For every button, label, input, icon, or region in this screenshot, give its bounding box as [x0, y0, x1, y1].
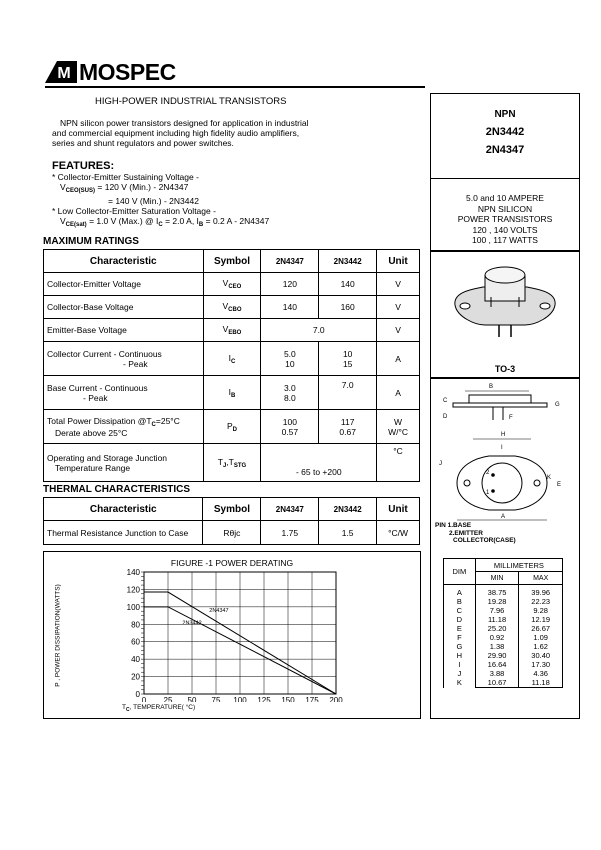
cell-unit: V: [377, 273, 420, 296]
dimension-box: [430, 377, 580, 719]
feature-item: * Collector-Emitter Sustaining Voltage -: [52, 172, 199, 182]
svg-text:B: B: [489, 384, 494, 390]
table-row: [44, 296, 420, 319]
pin-legend: [435, 522, 516, 545]
x-tick-label: 75: [211, 696, 221, 702]
svg-text:D: D: [443, 414, 448, 420]
y-tick-label: 40: [131, 655, 140, 665]
cell-unit: V: [377, 296, 420, 319]
table-header-row: [444, 559, 563, 572]
desc-line: POWER TRANSISTORS: [457, 214, 553, 224]
y-tick-label: 140: [126, 568, 140, 577]
package-box: [430, 250, 580, 379]
svg-text:F: F: [509, 415, 513, 421]
part-number-box: [430, 93, 580, 179]
cell-unit: A: [377, 376, 420, 410]
cell-char: Collector Current - Continuous - Peak: [44, 342, 204, 376]
pin-3: COLLECTOR(CASE): [453, 537, 516, 544]
table-header-row: [44, 498, 420, 521]
table-row: [44, 376, 420, 410]
cell-value: 1.5: [319, 521, 377, 545]
chart-plot: [44, 552, 420, 702]
svg-text:2: 2: [486, 470, 490, 476]
power-derating-figure: [43, 551, 421, 719]
header-rule: [45, 86, 425, 88]
brand-logo: [45, 60, 195, 84]
dim-letters: A B C D E F G H I J K: [444, 585, 476, 688]
feature-detail: $V_{CEO(SUS)} = 120$ V (Min.) - 2N4347: [60, 182, 189, 194]
x-tick-label: 125: [257, 696, 271, 702]
svg-text:K: K: [547, 475, 552, 481]
x-tick-label: 200: [329, 696, 343, 702]
pin-1: PIN 1.BASE: [435, 522, 472, 529]
cell-unit: V: [377, 319, 420, 342]
x-tick-label: 50: [187, 696, 197, 702]
col-header: DIM: [444, 559, 476, 585]
x-tick-label: 150: [281, 696, 295, 702]
intro-line: series and shunt regulators and power switches.: [52, 138, 234, 148]
cell-symbol: Rθjc: [203, 521, 261, 545]
part-type: NPN: [494, 109, 516, 120]
to3-package-icon: [431, 251, 579, 359]
svg-text:1: 1: [486, 490, 490, 496]
col-header: MAX: [519, 572, 563, 585]
cell-value: 5.0 10: [261, 342, 319, 376]
chart-ylabel: P , POWER DISSIPATION(WATTS): [54, 584, 62, 687]
cell-value: 7.0: [261, 319, 377, 342]
cell-char: Thermal Resistance Junction to Case: [44, 521, 203, 545]
svg-text:I: I: [501, 445, 503, 451]
annotation-label: 2N3442: [182, 620, 202, 627]
category-title: HIGH-POWER INDUSTRIAL TRANSISTORS: [95, 96, 287, 107]
max-ratings-table: [43, 249, 420, 482]
cell-unit: A: [377, 342, 420, 376]
feature-item: * Low Collector-Emitter Saturation Voltage -: [52, 206, 216, 216]
svg-text:H: H: [501, 432, 506, 438]
dim-min-values: 38.75 19.28 7.96 11.18 25.20 0.92 1.38 29.90 16.64 3.88 10.67: [475, 585, 519, 688]
cell-value: 140: [319, 273, 377, 296]
col-header: Characteristic: [44, 250, 204, 273]
desc-line: NPN SILICON: [477, 203, 533, 214]
svg-text:J: J: [439, 461, 442, 467]
svg-text:C: C: [443, 398, 448, 404]
x-tick-label: 175: [305, 696, 319, 702]
col-header: 2N4347: [261, 498, 319, 521]
col-header: Symbol: [203, 498, 261, 521]
desc-line: 5.0 and 10 AMPERE: [466, 193, 544, 203]
brand-name: MOSPEC: [79, 58, 176, 85]
cell-symbol: $P_D$: [203, 410, 261, 444]
feature-detail: $V_{CE(sat)} = 1.0$ V (Max.) @ $I_C = 2.0$ A, $I_B = 0.2$ A - 2N4347: [60, 216, 270, 228]
y-tick-label: 60: [131, 637, 140, 647]
cell-value: 7.0: [319, 376, 377, 410]
table-row: [44, 521, 420, 545]
cell-symbol: $T_J,T_{STG}$: [203, 444, 261, 482]
intro-line: NPN silicon power transistors designed for application in industrial: [60, 118, 309, 128]
cell-value: 160: [319, 296, 377, 319]
max-ratings-title: MAXIMUM RATINGS: [43, 236, 139, 247]
thermal-table: [43, 497, 420, 545]
package-name: TO-3: [494, 364, 516, 374]
cell-symbol: $I_B$: [203, 376, 261, 410]
desc-line: 120 , 140 VOLTS: [472, 224, 538, 235]
svg-text:E: E: [557, 482, 562, 488]
part-number: 2N4347: [485, 144, 525, 156]
pin-2: 2.EMITTER: [449, 529, 483, 537]
svg-text:G: G: [555, 402, 560, 408]
col-header: Unit: [377, 498, 420, 521]
cell-char: Total Power Dissipation $@T_C=25^\circ C$ Derate above 25°C: [44, 410, 204, 444]
desc-line: 100 , 117 WATTS: [472, 235, 538, 245]
x-tick-label: 0: [141, 696, 147, 702]
cell-unit: °C: [377, 444, 420, 482]
col-header: 2N3442: [319, 498, 377, 521]
cell-unit: W W/°C: [377, 410, 420, 444]
cell-value: - 65 to +200: [261, 444, 377, 482]
features-title: FEATURES:: [52, 160, 115, 172]
col-header: MIN: [475, 572, 519, 585]
dimension-table: [443, 558, 563, 688]
cell-value: 10 15: [319, 342, 377, 376]
dim-max-values: 39.96 22.23 9.28 12.19 26.67 1.09 1.62 30.40 17.30 4.36 11.18: [519, 585, 563, 688]
cell-char: Base Current - Continuous - Peak: [44, 376, 204, 410]
col-header: Symbol: [203, 250, 261, 273]
y-tick-label: 80: [131, 620, 140, 630]
cell-value: 120: [261, 273, 319, 296]
col-header: 2N4347: [261, 250, 319, 273]
part-number: 2N3442: [485, 126, 525, 138]
table-row: [44, 342, 420, 376]
features: [52, 160, 422, 230]
x-tick-label: 25: [163, 696, 173, 702]
cell-char: Emitter-Base Voltage: [44, 319, 204, 342]
col-header: Unit: [377, 250, 420, 273]
cell-value: 1.75: [261, 521, 319, 545]
chart-title: FIGURE -1 POWER DERATING: [170, 558, 294, 568]
col-header: MILLIMETERS: [475, 559, 562, 572]
svg-text:M: M: [57, 65, 71, 82]
y-tick-label: 120: [126, 585, 140, 595]
mospec-logo-icon: [45, 61, 77, 83]
description-box: [430, 178, 580, 252]
chart-xlabel: $T_C$, TEMPERATURE( °C): [122, 704, 196, 713]
annotation-label: 2N4347: [209, 608, 229, 615]
cell-char: Collector-Emitter Voltage: [44, 273, 204, 296]
package-outline-drawing: [431, 378, 579, 528]
col-header: 2N3442: [319, 250, 377, 273]
cell-symbol: $V_{EBO}$: [203, 319, 261, 342]
cell-symbol: $I_C$: [203, 342, 261, 376]
intro-text: [52, 118, 422, 148]
thermal-title: THERMAL CHARACTERISTICS: [43, 484, 191, 495]
cell-value: 140: [261, 296, 319, 319]
cell-char: Collector-Base Voltage: [44, 296, 204, 319]
cell-value: 100 0.57: [261, 410, 319, 444]
y-tick-label: 20: [131, 672, 140, 682]
intro-line: and commercial equipment including high fidelity audio amplifiers,: [52, 128, 300, 138]
cell-value: 117 0.67: [319, 410, 377, 444]
cell-symbol: $V_{CEO}$: [203, 273, 261, 296]
table-row: [44, 410, 420, 444]
y-tick-label: 0: [135, 690, 140, 699]
col-header: Characteristic: [44, 498, 203, 521]
y-tick-label: 100: [126, 602, 140, 612]
table-row: [44, 273, 420, 296]
feature-detail: = 140 V (Min.) - 2N3442: [108, 196, 199, 206]
svg-text:A: A: [501, 514, 506, 520]
cell-value: 3.0 8.0: [261, 376, 319, 410]
table-header-row: [44, 250, 420, 273]
cell-symbol: $V_{CBO}$: [203, 296, 261, 319]
table-row: [44, 319, 420, 342]
cell-unit: °C/W: [377, 521, 420, 545]
table-row: [44, 444, 420, 482]
cell-char: Operating and Storage Junction Temperature Range: [44, 444, 204, 482]
x-tick-label: 100: [233, 696, 247, 702]
